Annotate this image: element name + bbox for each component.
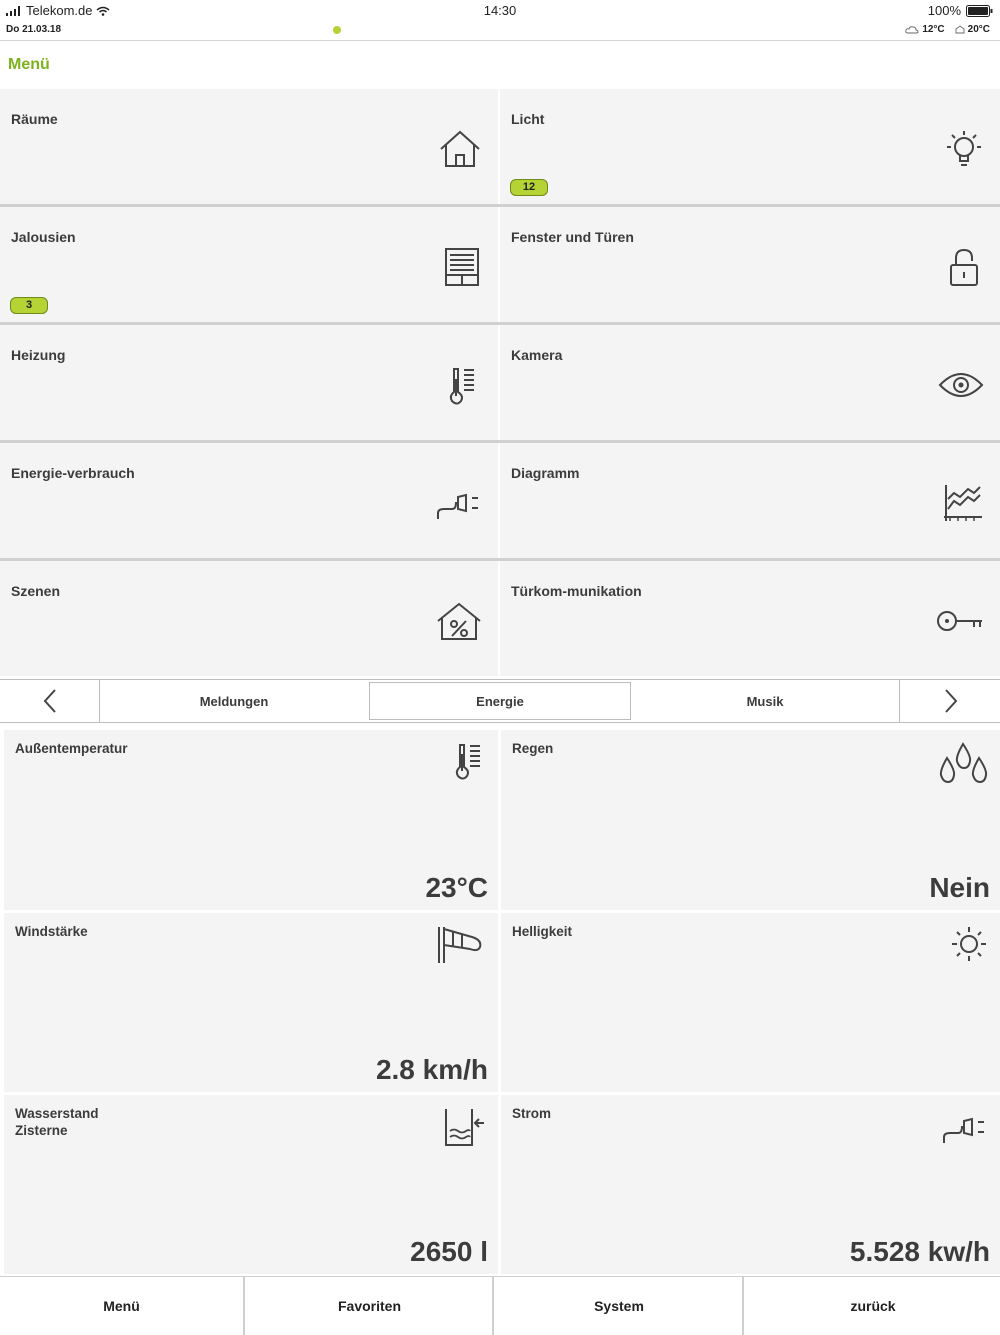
divider: [0, 322, 1000, 325]
indoor-temp: 20°C: [967, 24, 990, 35]
tile-jalousien[interactable]: [0, 207, 498, 322]
eye-icon: [938, 365, 984, 410]
widget-label: Windstärke: [15, 924, 88, 939]
count-badge: 12: [510, 179, 548, 196]
tile-kamera[interactable]: [500, 325, 1000, 440]
thermometer-icon: [454, 742, 486, 785]
thermometer-icon: [442, 365, 482, 410]
widget-value: 23°C: [425, 872, 488, 903]
tile-label: Heizung: [11, 347, 66, 363]
battery-icon: [966, 5, 994, 17]
windsock-icon: [436, 925, 486, 970]
house-icon: [438, 129, 482, 174]
rain-drops-icon: [938, 742, 988, 789]
bottom-nav: [0, 1276, 1000, 1335]
tile-label: Fenster und Türen: [511, 229, 634, 245]
chart-icon: [942, 483, 984, 528]
tile-licht[interactable]: [500, 89, 1000, 204]
home-temp-icon: [955, 25, 965, 34]
widget-helligkeit[interactable]: [501, 913, 1000, 1092]
tile-label: Licht: [511, 111, 545, 127]
tile-label: Kamera: [511, 347, 563, 363]
widget-label: Wasserstand Zisterne: [15, 1106, 99, 1138]
cloud-icon: [905, 25, 919, 34]
sun-icon: [950, 925, 988, 968]
tab-bar: [0, 679, 1000, 723]
battery-status: [928, 3, 994, 18]
divider: [0, 440, 1000, 443]
carrier-name: Telekom.de: [26, 3, 93, 18]
page-title: Menü: [8, 56, 50, 73]
tab-meldungen[interactable]: Meldungen: [199, 693, 269, 709]
scene-house-icon: [436, 601, 482, 646]
chevron-right-icon: [944, 688, 958, 714]
tile-label: Türkom-munikation: [511, 583, 642, 599]
nav-menu-button[interactable]: Menü: [0, 1277, 245, 1335]
water-tank-icon: [442, 1107, 486, 1152]
tile-fenster-tueren[interactable]: [500, 207, 1000, 322]
tab-prev-button[interactable]: [0, 680, 100, 722]
nav-system-button[interactable]: System: [496, 1277, 744, 1335]
lock-icon: [944, 247, 984, 292]
tab-next-button[interactable]: [899, 680, 1000, 722]
tile-energieverbrauch[interactable]: [0, 443, 498, 558]
widget-value: 5.528 kw/h: [849, 1236, 990, 1267]
widget-label: Helligkeit: [512, 924, 573, 939]
tile-label: Szenen: [11, 583, 61, 599]
chevron-left-icon: [43, 688, 57, 714]
tile-label: Jalousien: [11, 229, 76, 245]
tile-label: Räume: [11, 111, 58, 127]
tab-energie[interactable]: Energie: [369, 682, 631, 720]
widget-windstaerke[interactable]: [4, 913, 498, 1092]
widget-value: 2.8 km/h: [375, 1054, 488, 1085]
key-icon: [936, 601, 984, 646]
tile-heizung[interactable]: [0, 325, 498, 440]
widget-label: Strom: [512, 1106, 552, 1121]
divider: [0, 558, 1000, 561]
temperature-summary: [905, 24, 990, 35]
plug-icon: [436, 483, 482, 528]
plug-icon: [942, 1107, 988, 1152]
clock: 14:30: [483, 3, 517, 18]
count-badge: 3: [10, 297, 48, 314]
nav-favoriten-button[interactable]: Favoriten: [247, 1277, 494, 1335]
tab-musik[interactable]: Musik: [746, 693, 784, 709]
tile-diagramm[interactable]: [500, 443, 1000, 558]
widget-strom[interactable]: [501, 1095, 1000, 1274]
tile-szenen[interactable]: [0, 561, 498, 676]
connection-indicator: [333, 26, 341, 34]
date: Do 21.03.18: [6, 24, 62, 35]
widget-wasserstand-zisterne[interactable]: [4, 1095, 498, 1274]
tile-label: Diagramm: [511, 465, 580, 481]
tile-raeume[interactable]: [0, 89, 498, 204]
widget-label: Regen: [512, 741, 554, 756]
widget-value: Nein: [929, 872, 990, 903]
battery-percent: 100%: [927, 3, 961, 18]
widget-regen[interactable]: [501, 730, 1000, 910]
tile-label: Energie-verbrauch: [11, 465, 135, 481]
status-bar: [0, 0, 1000, 41]
nav-zurueck-button[interactable]: zurück: [850, 1298, 896, 1314]
widget-value: 2650 l: [410, 1236, 488, 1267]
outdoor-temp: 12°C: [922, 24, 945, 35]
widget-label: Außentemperatur: [15, 741, 128, 756]
widget-aussentemperatur[interactable]: [4, 730, 498, 910]
blinds-icon: [442, 247, 482, 292]
divider: [0, 204, 1000, 207]
tile-tuerkommunikation[interactable]: [500, 561, 1000, 676]
light-bulb-icon: [944, 129, 984, 174]
